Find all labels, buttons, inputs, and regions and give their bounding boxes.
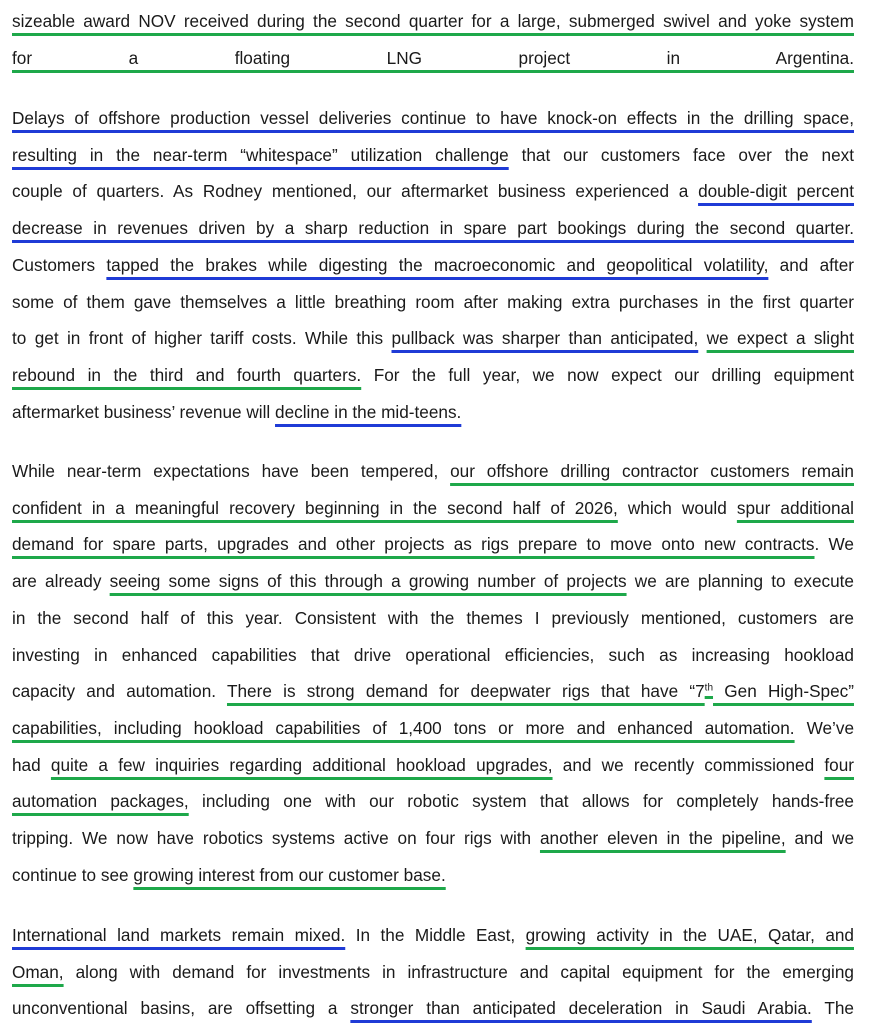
text-run: and after [768,254,854,275]
green-underlined-phrase: th [704,682,714,694]
blue-underlined-phrase: stronger than anticipated deceleration in Saudi Arabia. [350,998,812,1019]
blue-underlined-phrase: pullback was sharper than anticipated, [391,328,699,349]
text-line [12,754,854,776]
text-run: We’ve [794,717,855,738]
green-underlined-phrase: quite a few inquiries regarding additional hookload upgrades, [50,754,553,775]
green-underlined-phrase: four [824,754,855,775]
blue-underlined-phrase: decrease in revenues driven by a sharp reduction in spare part bookings during the second quarter. [12,218,854,239]
text-line [12,570,854,592]
text-line [12,47,854,69]
text-line [12,364,854,386]
text-run: that our customers face over the next [508,144,854,165]
blue-underlined-phrase: resulting in the near-term “whitespace” utilization challenge [12,144,509,165]
text-run: we are planning to execute [626,571,854,592]
green-underlined-phrase: our offshore drilling contractor customers remain [450,461,854,481]
green-underlined-phrase: automation packages, [12,791,189,812]
text-line [12,144,854,166]
green-underlined-phrase: for a floating LNG project in Argentina. [12,47,854,68]
text-run: The [811,998,854,1019]
text-line [12,533,854,555]
text-run: and we recently commissioned [552,754,825,775]
green-underlined-phrase: we expect a slight [706,328,854,349]
blue-underlined-phrase: Delays of offshore production vessel deliveries continue to have knock-on effects in the drilling space, [12,108,854,128]
text-run: In the Middle East, [345,925,526,945]
green-underlined-phrase: demand for spare parts, upgrades and other projects as rigs prepare to move onto new contracts [12,534,815,555]
text-run: tripping. We now have robotics systems active on four rigs with [12,828,540,848]
green-underlined-phrase: sizeable award NOV received during the second quarter for a large, submerged swivel and yoke system [12,11,854,31]
blue-underlined-phrase: decline in the mid-teens. [275,401,462,422]
text-run: and we [785,828,855,848]
green-underlined-phrase: rebound in the third and fourth quarters. [12,364,362,385]
blue-underlined-phrase: tapped the brakes while digesting the macroeconomic and geopolitical volatility, [106,254,769,275]
text-run: Customers [12,254,107,275]
green-underlined-phrase: capabilities, including hookload capabilities of 1,400 tons or more and enhanced automation. [12,717,795,738]
text-line [12,254,854,276]
green-underlined-phrase: growing activity in the UAE, Qatar, and [525,925,854,945]
text-run: are already [12,571,110,592]
text-line [12,924,854,946]
text-line [12,291,854,313]
text-run: in the second half of this year. Consistent with the themes I previously mentioned, customers are [12,607,854,628]
text-run: which would [617,497,737,518]
text-run: For the full year, we now expect our drilling equipment [361,364,854,385]
text-run: some of them gave themselves a little breathing room after making extra purchases in the first quarter [12,291,854,312]
text-line [12,497,854,519]
text-run: aftermarket business’ revenue will [12,401,276,422]
text-run: unconventional basins, are offsetting a [12,998,351,1019]
text-run: along with demand for investments in infrastructure and capital equipment for the emerging [63,961,854,982]
green-underlined-phrase: There is strong demand for deepwater rigs that have “7 [226,681,705,702]
text-run: capacity and automation. [12,681,227,702]
text-line [12,997,854,1019]
text-run [698,328,706,348]
text-line [12,180,854,202]
text-line [12,644,854,666]
text-run: continue to see [12,864,134,885]
green-underlined-phrase: growing interest from our customer base. [133,864,446,885]
blue-underlined-phrase: International land markets remain mixed. [12,925,346,945]
text-run: including one with our robotic system that allows for completely hands-free [188,791,854,812]
green-underlined-phrase: spur additional [736,497,854,518]
text-line [12,607,854,629]
text-line [12,401,854,423]
green-underlined-phrase: another eleven in the pipeline, [539,828,786,848]
text-line [12,961,854,983]
green-underlined-phrase: seeing some signs of this through a growing number of projects [109,571,627,592]
text-line [12,827,854,849]
blue-underlined-phrase: double-digit percent [698,181,854,202]
text-run: . We [814,534,854,555]
text-run: couple of quarters. As Rodney mentioned, our aftermarket business experienced a [12,181,699,202]
text-line [12,10,854,32]
green-underlined-phrase: Oman, [12,961,64,982]
text-run: to get in front of higher tariff costs. While this [12,328,392,349]
text-line [12,217,854,239]
text-line [12,327,854,349]
text-line [12,460,854,482]
green-underlined-phrase: Gen High-Spec” [713,681,854,702]
green-underlined-phrase: confident in a meaningful recovery beginning in the second half of 2026, [12,497,618,518]
text-line [12,790,854,812]
text-run: While near-term expectations have been tempered, [12,461,451,481]
text-line [12,107,854,129]
text-line [12,864,854,886]
text-line [12,680,854,702]
text-run: investing in enhanced capabilities that drive operational efficiencies, such as increasing hookload [12,644,854,665]
text-line [12,717,854,739]
text-run: had [12,754,51,775]
